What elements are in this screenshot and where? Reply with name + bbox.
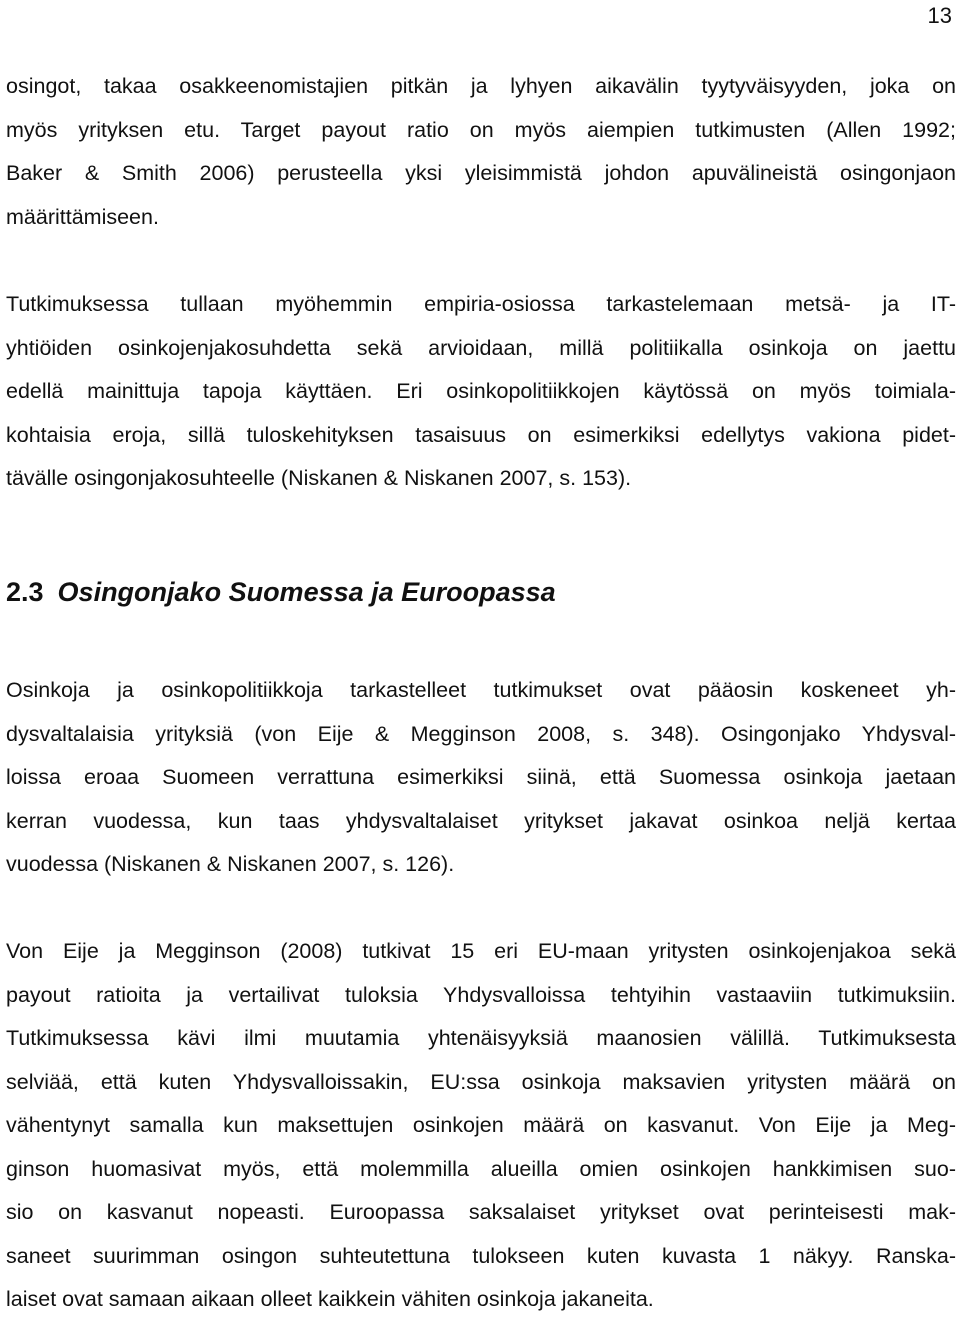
text-line: Tutkimuksessa tullaan myöhemmin empiria-osiossa tarkastelemaan metsä- ja IT- xyxy=(6,292,956,316)
text-line: saneet suurimman osingon suhteutettuna tulokseen kuten kuvasta 1 näkyy. Ranska- xyxy=(6,1243,956,1268)
text-line: laiset ovat samaan aikaan olleet kaikkein vähiten osinkoja jakaneita. xyxy=(6,1287,654,1311)
text-line: yhtiöiden osinkojenjakosuhdetta sekä arvioidaan, millä politiikalla osinkoja on jaettu xyxy=(6,335,956,360)
text-line: vuodessa (Niskanen & Niskanen 2007, s. 126). xyxy=(6,852,455,876)
paragraph-3 xyxy=(6,669,956,887)
text-line: sio on kasvanut nopeasti. Euroopassa saksalaiset yritykset ovat perinteisesti mak- xyxy=(6,1200,956,1224)
text-line: kohtaisia eroja, sillä tuloskehityksen tasaisuus on esimerkiksi edellytys vakiona pidet- xyxy=(6,422,956,447)
paragraph-4 xyxy=(6,930,956,1322)
text-line: Baker & Smith 2006) perusteella yksi yleisimmistä johdon apuvälineistä osingonjaon xyxy=(6,161,956,185)
text-line: dysvaltalaisia yrityksiä (von Eije & Megginson 2008, s. 348). Osingonjako Yhdysval- xyxy=(6,721,956,746)
section-title: Osingonjako Suomessa ja Euroopassa xyxy=(57,577,556,607)
paragraph-2 xyxy=(6,283,956,501)
text-line: myös yrityksen etu. Target payout ratio on myös aiempien tutkimusten (Allen 1992; xyxy=(6,117,956,142)
section-heading xyxy=(6,572,556,612)
text-line: edellä mainittuja tapoja käyttäen. Eri osinkopolitiikkojen käytössä on myös toimiala- xyxy=(6,379,956,403)
text-line: kerran vuodessa, kun taas yhdysvaltalaiset yritykset jakavat osinkoa neljä kertaa xyxy=(6,808,956,833)
text-line: Von Eije ja Megginson (2008) tutkivat 15 eri EU-maan yritysten osinkojenjakoa sekä xyxy=(6,939,956,963)
text-line: loissa eroaa Suomeen verrattuna esimerkiksi siinä, että Suomessa osinkoja jaetaan xyxy=(6,765,956,789)
text-line: ginson huomasivat myös, että molemmilla alueilla omien osinkojen hankkimisen suo- xyxy=(6,1156,956,1181)
text-line: selviää, että kuten Yhdysvalloissakin, EU:ssa osinkoja maksavien yritysten määrä on xyxy=(6,1069,956,1094)
paragraph-1 xyxy=(6,65,956,239)
text-line: määrittämiseen. xyxy=(6,204,159,229)
page-number: 13 xyxy=(927,3,952,28)
text-line: osingot, takaa osakkeenomistajien pitkän ja lyhyen aikavälin tyytyväisyyden, joka on xyxy=(6,74,956,98)
text-line: vähentynyt samalla kun maksettujen osinkojen määrä on kasvanut. Von Eije ja Meg- xyxy=(6,1113,956,1137)
text-line: Osinkoja ja osinkopolitiikkoja tarkastelleet tutkimukset ovat pääosin koskeneet yh- xyxy=(6,678,956,702)
text-line: payout ratioita ja vertailivat tuloksia Yhdysvalloissa tehtyihin vastaaviin tutkimuksiin. xyxy=(6,982,956,1007)
text-line: Tutkimuksessa kävi ilmi muutamia yhtenäisyyksiä maanosien välillä. Tutkimuksesta xyxy=(6,1026,956,1050)
section-number: 2.3 xyxy=(6,577,44,607)
text-line: tävälle osingonjakosuhteelle (Niskanen & Niskanen 2007, s. 153). xyxy=(6,466,632,490)
